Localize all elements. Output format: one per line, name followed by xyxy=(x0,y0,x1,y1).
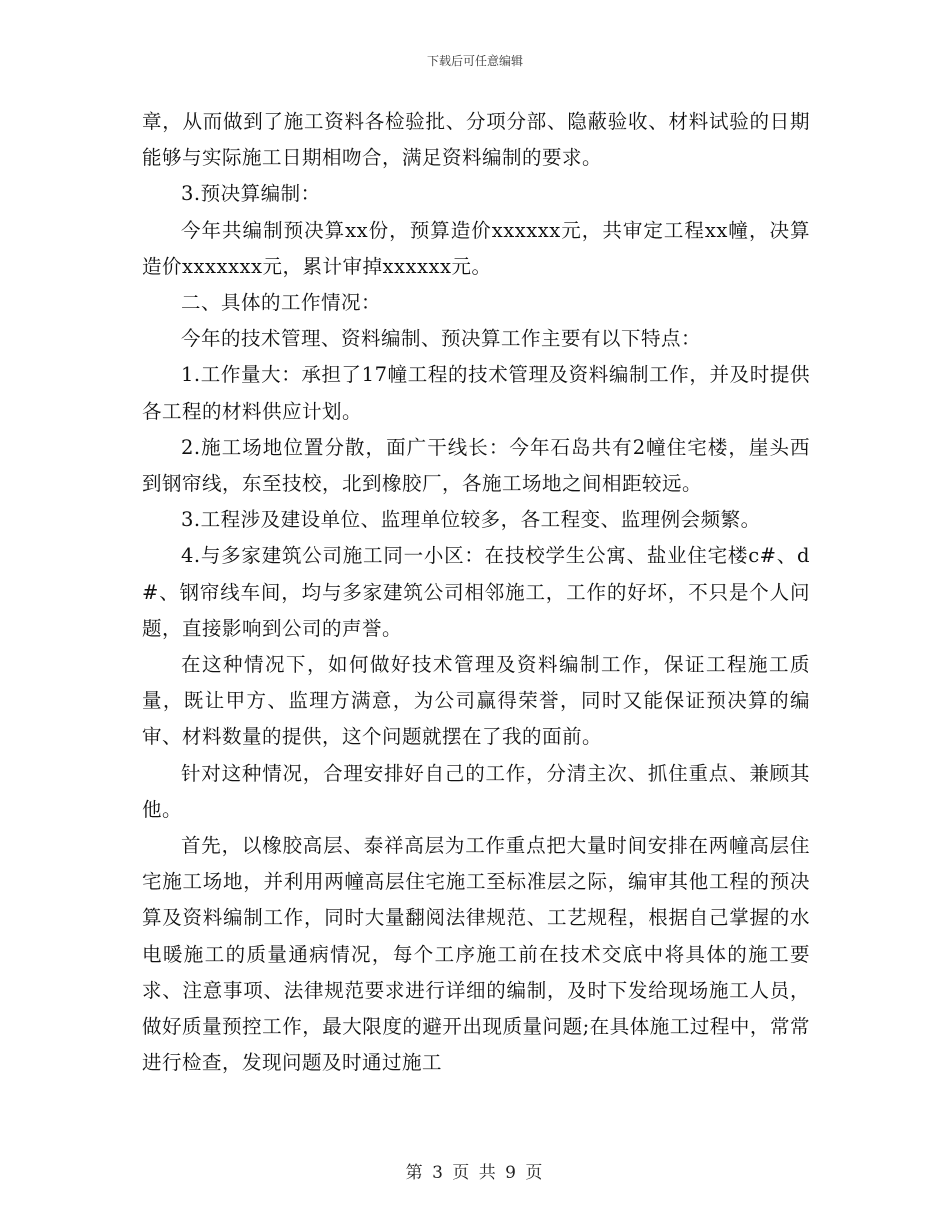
list-item-workload: 1.工作量大：承担了17幢工程的技术管理及资料编制工作，并及时提供各工程的材料供应计划。 xyxy=(142,363,810,423)
paragraph-challenge: 在这种情况下，如何做好技术管理及资料编制工作，保证工程施工质量，既让甲方、监理方满意，为公司赢得荣誉，同时又能保证预决算的编审、材料数量的提供，这个问题就摆在了我的面前。 xyxy=(142,653,810,749)
paragraph-continuation: 章，从而做到了施工资料各检验批、分项分部、隐蔽验收、材料试验的日期能够与实际施工日期相吻合，满足资料编制的要求。 xyxy=(142,110,810,170)
page-number-footer: 第 3 页 共 9 页 xyxy=(405,1163,545,1183)
paragraph-budget-summary: 今年共编制预决算xx份，预算造价xxxxxx元，共审定工程xx幢，决算造价xxxxxxx元，累计审掉xxxxxx元。 xyxy=(142,218,810,278)
paragraph-approach: 针对这种情况，合理安排好自己的工作，分清主次、抓住重点、兼顾其他。 xyxy=(142,761,810,821)
page-header: 下载后可任意编辑 xyxy=(426,54,523,68)
section-heading-work-status: 二、具体的工作情况： xyxy=(181,291,382,315)
section-heading-budget: 3.预决算编制： xyxy=(181,182,321,206)
paragraph-first-measures: 首先，以橡胶高层、泰祥高层为工作重点把大量时间安排在两幢高层住宅施工场地，并利用两幢高层住宅施工至标准层之际，编审其他工程的预决算及资料编制工作，同时大量翻阅法律规范、工艺规程，根据自己掌握的水电暖施工的质量通病情况，每个工序施工前在技术交底中将具体的施工要求、注意事项、法律规范要求进行详细的编制，及时下发给现场施工人员，做好质量预控工作，最大限度的避开出现质量问题;在具体施工过程中，常常进行检查，发现问题及时通过施工 xyxy=(142,834,810,1075)
list-item-shared-district: 4.与多家建筑公司施工同一小区：在技校学生公寓、盐业住宅楼c#、d#、钢帘线车间，均与多家建筑公司相邻施工，工作的好坏，不只是个人问题，直接影响到公司的声誉。 xyxy=(142,544,810,640)
paragraph-features-intro: 今年的技术管理、资料编制、预决算工作主要有以下特点： xyxy=(181,327,702,351)
list-item-sites-scattered: 2.施工场地位置分散，面广干线长：今年石岛共有2幢住宅楼，崖头西到钢帘线，东至技校，北到橡胶厂，各施工场地之间相距较远。 xyxy=(142,435,810,496)
list-item-many-units: 3.工程涉及建设单位、监理单位较多，各工程变、监理例会频繁。 xyxy=(181,508,761,532)
document-body xyxy=(142,104,810,1081)
